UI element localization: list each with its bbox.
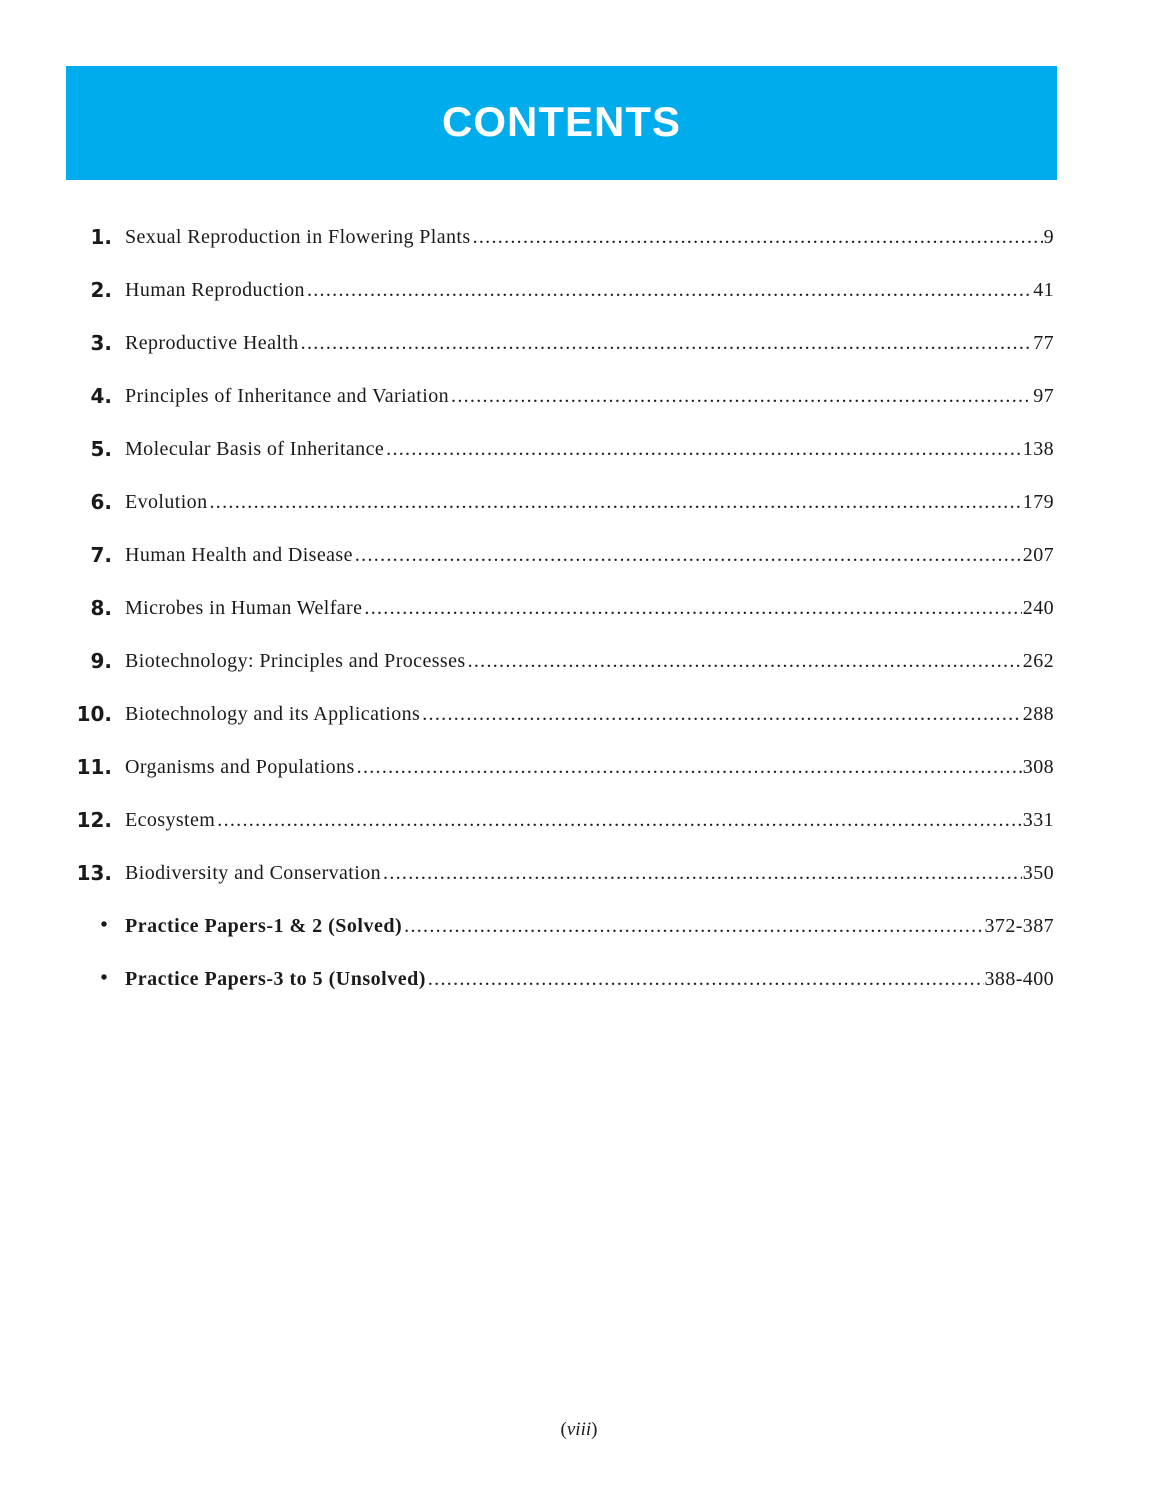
chapter-number: 5.: [90, 437, 112, 461]
page-number: 77: [1033, 332, 1054, 354]
page-folio: [0, 1419, 1158, 1441]
dot-leader: [217, 809, 1022, 832]
page-number: 138: [1022, 438, 1054, 460]
page-number: 97: [1033, 385, 1054, 407]
bullet-icon: •: [100, 967, 108, 989]
toc-practice-entry[interactable]: [0, 902, 1158, 955]
chapter-title: Biotechnology and its Applications: [125, 703, 421, 725]
contents-header-band: [66, 66, 1057, 180]
folio-open-paren: (: [560, 1419, 567, 1440]
chapter-title: Human Health and Disease: [125, 544, 353, 566]
chapter-title: Human Reproduction: [125, 279, 305, 301]
chapter-number: 7.: [90, 543, 112, 567]
chapter-number: 4.: [90, 384, 112, 408]
page-number: 350: [1022, 862, 1054, 884]
chapter-title: Principles of Inheritance and Variation: [125, 385, 450, 407]
chapter-number: 12.: [76, 808, 112, 832]
chapter-title: Ecosystem: [125, 809, 216, 831]
toc-entry[interactable]: [0, 425, 1158, 478]
page-number: 331: [1022, 809, 1054, 831]
chapter-title: Reproductive Health: [125, 332, 299, 354]
dot-leader: [468, 650, 1022, 673]
dot-leader: [210, 491, 1022, 514]
chapter-title: Sexual Reproduction in Flowering Plants: [125, 226, 471, 248]
chapter-number: 13.: [76, 861, 112, 885]
dot-leader: [386, 438, 1022, 461]
page-number: 207: [1022, 544, 1054, 566]
page-range: 388-400: [984, 968, 1054, 990]
toc-entry[interactable]: [0, 213, 1158, 266]
dot-leader: [428, 968, 984, 991]
folio-close-paren: ): [591, 1419, 598, 1440]
chapter-number: 9.: [90, 649, 112, 673]
chapter-title: Biodiversity and Conservation: [125, 862, 382, 884]
dot-leader: [357, 756, 1022, 779]
chapter-title: Evolution: [125, 491, 208, 513]
bullet-icon: •: [100, 914, 108, 936]
folio-number: viii: [566, 1419, 592, 1440]
toc-entry[interactable]: [0, 584, 1158, 637]
dot-leader: [451, 385, 1032, 408]
toc-entry[interactable]: [0, 637, 1158, 690]
page-title: CONTENTS: [442, 98, 681, 145]
chapter-number: 10.: [76, 702, 112, 726]
dot-leader: [355, 544, 1022, 567]
toc-practice-entry[interactable]: [0, 955, 1158, 1008]
dot-leader: [383, 862, 1022, 885]
chapter-title: Microbes in Human Welfare: [125, 597, 363, 619]
toc-entry[interactable]: [0, 478, 1158, 531]
dot-leader: [404, 915, 983, 938]
dot-leader: [473, 226, 1043, 249]
chapter-number: 3.: [90, 331, 112, 355]
chapter-title: Biotechnology: Principles and Processes: [125, 650, 466, 672]
toc-entry[interactable]: [0, 319, 1158, 372]
toc-entry[interactable]: [0, 372, 1158, 425]
dot-leader: [364, 597, 1021, 620]
page-number: 240: [1022, 597, 1054, 619]
page-number: 9: [1043, 226, 1054, 248]
dot-leader: [307, 279, 1032, 302]
chapter-number: 2.: [90, 278, 112, 302]
toc-entry[interactable]: [0, 690, 1158, 743]
chapter-title: Organisms and Populations: [125, 756, 355, 778]
toc-entry[interactable]: [0, 849, 1158, 902]
table-of-contents: [0, 213, 1158, 1008]
page-number: 262: [1022, 650, 1054, 672]
page-number: 41: [1033, 279, 1054, 301]
dot-leader: [301, 332, 1033, 355]
page-number: 179: [1022, 491, 1054, 513]
chapter-title: Molecular Basis of Inheritance: [125, 438, 385, 460]
chapter-number: 8.: [90, 596, 112, 620]
practice-paper-title: Practice Papers-3 to 5 (Unsolved): [125, 968, 426, 990]
chapter-number: 11.: [76, 755, 112, 779]
chapter-number: 6.: [90, 490, 112, 514]
toc-entry[interactable]: [0, 266, 1158, 319]
practice-paper-title: Practice Papers-1 & 2 (Solved): [125, 915, 403, 937]
page-range: 372-387: [984, 915, 1054, 937]
dot-leader: [422, 703, 1022, 726]
toc-entry[interactable]: [0, 531, 1158, 584]
toc-entry[interactable]: [0, 743, 1158, 796]
page-number: 288: [1022, 703, 1054, 725]
toc-entry[interactable]: [0, 796, 1158, 849]
chapter-number: 1.: [90, 225, 112, 249]
page-number: 308: [1022, 756, 1054, 778]
